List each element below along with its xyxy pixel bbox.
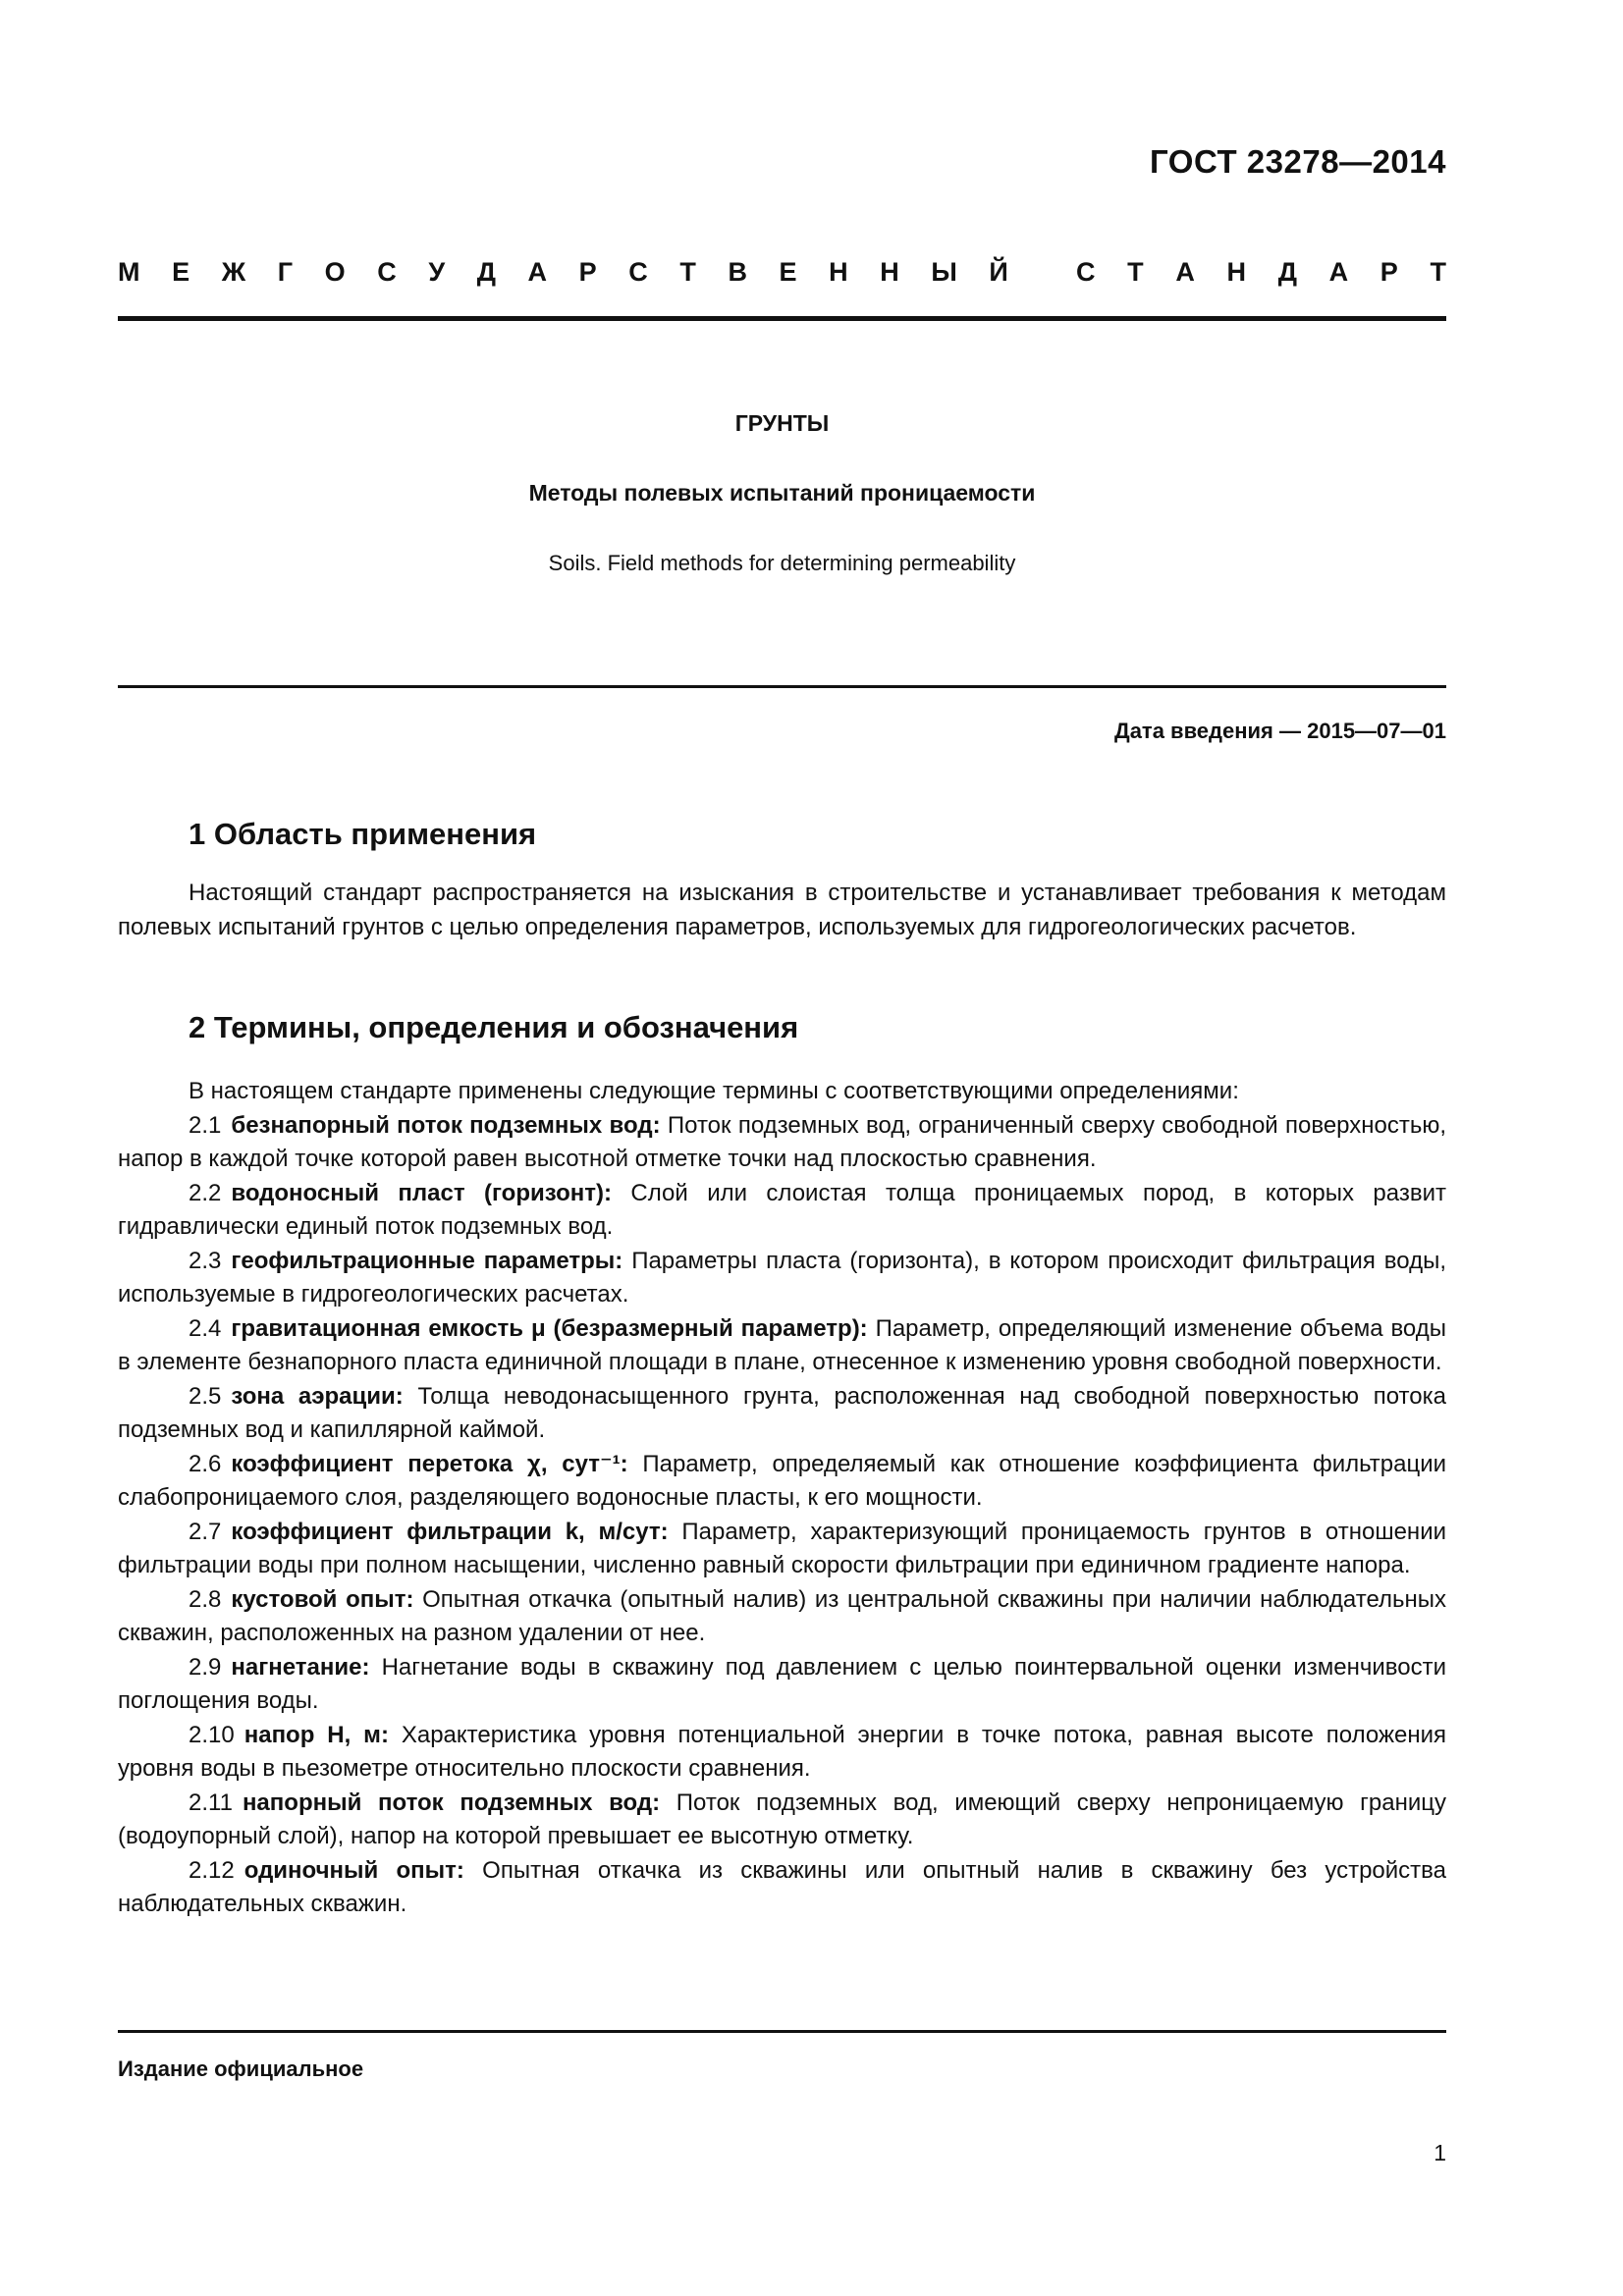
header-rule — [118, 316, 1446, 321]
gost-number: ГОСТ 23278—2014 — [1150, 143, 1446, 180]
footer-rule — [118, 2030, 1446, 2033]
standard-letter: С — [1076, 257, 1096, 287]
interstate-letter: С — [377, 257, 397, 287]
term-entry — [118, 1312, 1446, 1380]
term-number: 2.4 — [189, 1314, 222, 1342]
term-entry — [118, 1651, 1446, 1719]
document-english-title: Soils. Field methods for determining permeability — [548, 551, 1016, 575]
term-number: 2.11 — [189, 1789, 233, 1816]
standard-letter: А — [1175, 257, 1195, 287]
interstate-letter: Е — [779, 257, 797, 287]
term-name: кустовой опыт: — [231, 1585, 414, 1613]
interstate-letter: Ж — [221, 257, 246, 287]
term-number: 2.12 — [189, 1856, 235, 1884]
term-entry — [118, 1109, 1446, 1177]
term-definition: Характеристика уровня потенциальной энергии в точке потока, равная высоте положения уровня воды в пьезометре относительно плоскости сравнения. — [118, 1721, 1446, 1782]
standard-letter: Д — [1277, 257, 1297, 287]
term-entry — [118, 1787, 1446, 1854]
term-name: геофильтрационные параметры: — [231, 1247, 623, 1274]
term-entry — [118, 1245, 1446, 1312]
document-page — [118, 0, 1446, 2296]
term-number: 2.1 — [189, 1111, 222, 1139]
interstate-letter: В — [728, 257, 747, 287]
term-name: зона аэрации: — [231, 1382, 404, 1410]
section-1-body — [118, 877, 1446, 944]
standard-type-word-standard — [1076, 257, 1446, 288]
term-definition: Параметр, определяющий изменение объема воды в элементе безнапорного пласта единичной площади в плане, отнесенное к изменению уровня свободной поверхности. — [118, 1314, 1447, 1375]
term-definition: Толща неводонасыщенного грунта, расположенная над свободной поверхностью потока подземных вод и капиллярной каймой. — [118, 1382, 1446, 1443]
section-2-body — [118, 1075, 1446, 1922]
interstate-letter: Н — [880, 257, 899, 287]
standard-type-banner — [118, 257, 1446, 288]
interstate-letter: У — [428, 257, 446, 287]
interstate-letter: Н — [829, 257, 848, 287]
interstate-letter: М — [118, 257, 140, 287]
term-number: 2.3 — [189, 1247, 222, 1274]
introduction-date: Дата введения — 2015—07—01 — [1114, 719, 1446, 743]
term-name: коэффициент фильтрации k, м/сут: — [231, 1518, 669, 1545]
interstate-letter: Т — [679, 257, 696, 287]
term-number: 2.7 — [189, 1518, 222, 1545]
section-1-paragraph: Настоящий стандарт распространяется на изыскания в строительстве и устанавливает требования к методам полевых испытаний грунтов с целью определения параметров, используемых для гидрогеологических расчетов. — [118, 880, 1446, 940]
interstate-letter: Р — [578, 257, 597, 287]
standard-type-word-interstate — [118, 257, 1008, 288]
term-entry — [118, 1854, 1446, 1922]
term-entry — [118, 1448, 1446, 1516]
standard-letter: Н — [1226, 257, 1247, 287]
section-2-intro: В настоящем стандарте применены следующие термины с соответствующими определениями: — [189, 1078, 1239, 1104]
section-2-heading: 2 Термины, определения и обозначения — [189, 1010, 799, 1044]
term-definition: Параметр, определяемый как отношение коэффициента фильтрации слабопроницаемого слоя, разделяющего водоносные пласты, к его мощности. — [118, 1450, 1447, 1511]
interstate-letter: А — [527, 257, 548, 287]
standard-letter: Т — [1127, 257, 1144, 287]
term-number: 2.6 — [189, 1450, 222, 1477]
term-entry — [118, 1177, 1446, 1245]
term-entry — [118, 1719, 1446, 1787]
interstate-letter: Ы — [931, 257, 957, 287]
term-definition: Опытная откачка (опытный налив) из центральной скважины при наличии наблюдательных скважин, расположенных на разном удалении от нее. — [118, 1585, 1447, 1646]
term-name: напорный поток подземных вод: — [242, 1789, 661, 1816]
term-name: водоносный пласт (горизонт): — [231, 1179, 612, 1206]
term-name: нагнетание: — [231, 1653, 370, 1681]
interstate-letter: О — [324, 257, 346, 287]
page-number: 1 — [1434, 2140, 1446, 2165]
term-definition: Опытная откачка из скважины или опытный налив в скважину без устройства наблюдательных скважин. — [118, 1856, 1446, 1917]
interstate-letter: Й — [989, 257, 1008, 287]
edition-label: Издание официальное — [118, 2056, 364, 2081]
term-number: 2.9 — [189, 1653, 222, 1681]
term-number: 2.8 — [189, 1585, 222, 1613]
term-definition: Слой или слоистая толща проницаемых пород, в которых развит гидравлически единый поток подземных вод. — [118, 1179, 1446, 1240]
term-entry — [118, 1380, 1446, 1448]
term-definition: Параметр, характеризующий проницаемость грунтов в отношении фильтрации воды при полном насыщении, численно равный скорости фильтрации при единичном градиенте напора. — [118, 1518, 1447, 1578]
term-definition: Поток подземных вод, ограниченный сверху свободной поверхностью, напор в каждой точке которой равен высотной отметке точки над плоскостью сравнения. — [118, 1111, 1447, 1172]
term-number: 2.5 — [189, 1382, 222, 1410]
term-name: напор H, м: — [243, 1721, 389, 1748]
term-number: 2.10 — [189, 1721, 235, 1748]
term-name: безнапорный поток подземных вод: — [231, 1111, 661, 1139]
term-definition: Параметры пласта (горизонта), в котором происходит фильтрация воды, используемые в гидрогеологических расчетах. — [118, 1247, 1446, 1308]
section-1-heading: 1 Область применения — [189, 817, 537, 851]
interstate-letter: Е — [172, 257, 190, 287]
term-entry — [118, 1516, 1446, 1583]
term-number: 2.2 — [189, 1179, 222, 1206]
term-name: гравитационная емкость μ (безразмерный параметр): — [231, 1314, 868, 1342]
interstate-letter: Д — [476, 257, 496, 287]
document-subtitle: Методы полевых испытаний проницаемости — [528, 480, 1036, 506]
standard-letter: Р — [1380, 257, 1398, 287]
interstate-letter: Г — [277, 257, 294, 287]
term-entry — [118, 1583, 1446, 1651]
term-name: коэффициент перетока χ, сут⁻¹: — [231, 1450, 628, 1477]
title-rule — [118, 685, 1446, 688]
standard-letter: Т — [1430, 257, 1446, 287]
document-title: ГРУНТЫ — [734, 410, 830, 436]
term-name: одиночный опыт: — [243, 1856, 464, 1884]
standard-letter: А — [1328, 257, 1349, 287]
interstate-letter: С — [628, 257, 648, 287]
term-definition: Нагнетание воды в скважину под давлением с целью поинтервальной оценки изменчивости поглощения воды. — [118, 1653, 1447, 1714]
term-definition: Поток подземных вод, имеющий сверху непроницаемую границу (водоупорный слой), напор на которой превышает ее высотную отметку. — [118, 1789, 1446, 1849]
